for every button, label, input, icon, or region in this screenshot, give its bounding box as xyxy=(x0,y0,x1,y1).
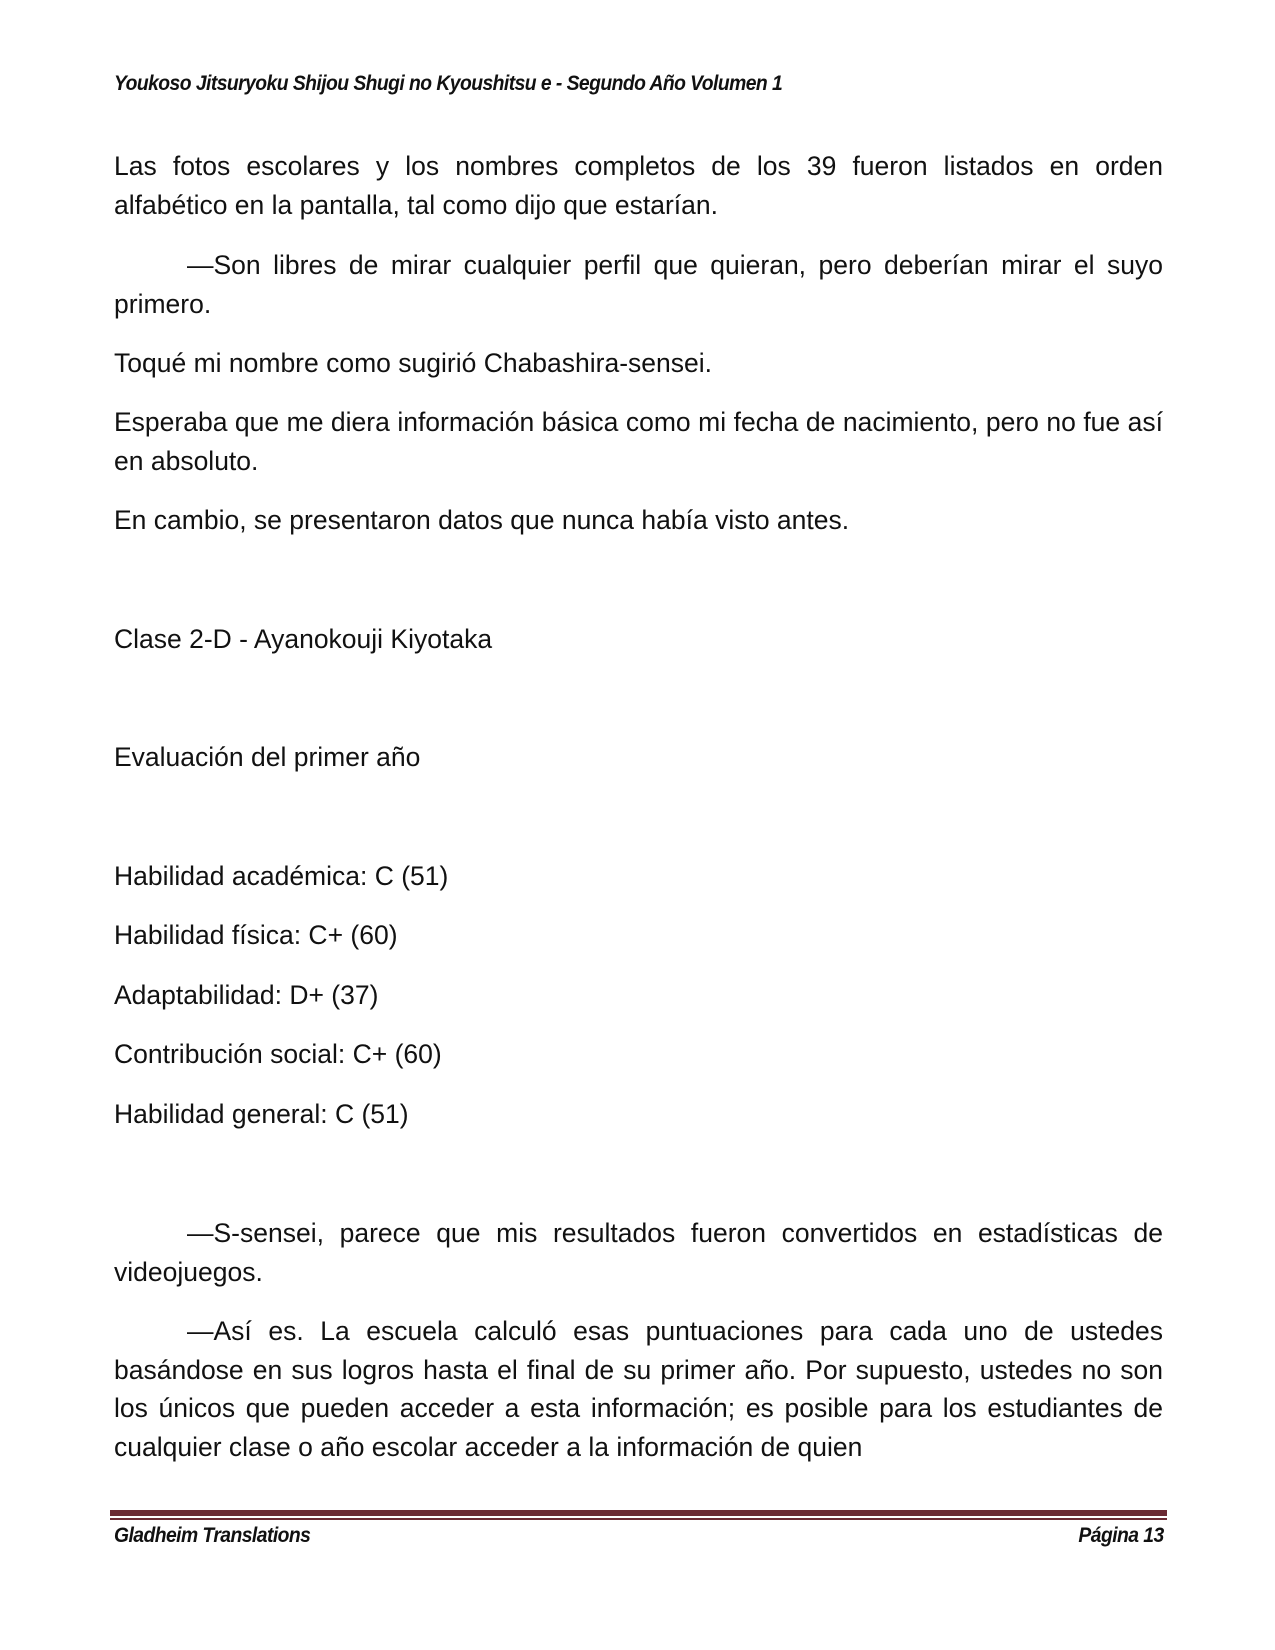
stat-adaptability: Adaptabilidad: D+ (37) xyxy=(114,980,379,1010)
running-header: Youkoso Jitsuryoku Shijou Shugi no Kyoushitsu e - Segundo Año Volumen 1 xyxy=(114,72,783,95)
stat-social-contribution: Contribución social: C+ (60) xyxy=(114,1039,442,1069)
evaluation-heading: Evaluación del primer año xyxy=(114,742,421,772)
paragraph: Toqué mi nombre como sugirió Chabashira-sensei. xyxy=(114,348,713,378)
dialogue-paragraph: —Son libres de mirar cualquier perfil que quieran, pero deberían mirar el suyo primero. xyxy=(114,250,1163,319)
footer-rule-thick xyxy=(110,1510,1167,1516)
stat-academic: Habilidad académica: C (51) xyxy=(114,861,449,891)
stat-physical: Habilidad física: C+ (60) xyxy=(114,920,398,950)
footer-rule-thin xyxy=(110,1518,1167,1520)
paragraph: Esperaba que me diera información básica como mi fecha de nacimiento, pero no fue así en absoluto. xyxy=(114,407,1163,476)
dialogue-paragraph: —Así es. La escuela calculó esas puntuaciones para cada uno de ustedes basándose en sus logros hasta el final de su primer año. Por supuesto, ustedes no son los únicos que pueden acceder a esta información; es posible para los estudiantes de cualquier clase o año escolar acceder a la información de quien xyxy=(114,1316,1163,1462)
footer-translator: Gladheim Translations xyxy=(114,1524,311,1547)
page-number: Página 13 xyxy=(1078,1524,1164,1547)
paragraph: En cambio, se presentaron datos que nunca había visto antes. xyxy=(114,505,850,535)
paragraph: Las fotos escolares y los nombres completos de los 39 fueron listados en orden alfabético en la pantalla, tal como dijo que estarían. xyxy=(114,151,1163,220)
stat-overall: Habilidad general: C (51) xyxy=(114,1099,409,1129)
dialogue-paragraph: —S-sensei, parece que mis resultados fueron convertidos en estadísticas de videojuegos. xyxy=(114,1218,1163,1287)
profile-class-name: Clase 2-D - Ayanokouji Kiyotaka xyxy=(114,624,493,654)
